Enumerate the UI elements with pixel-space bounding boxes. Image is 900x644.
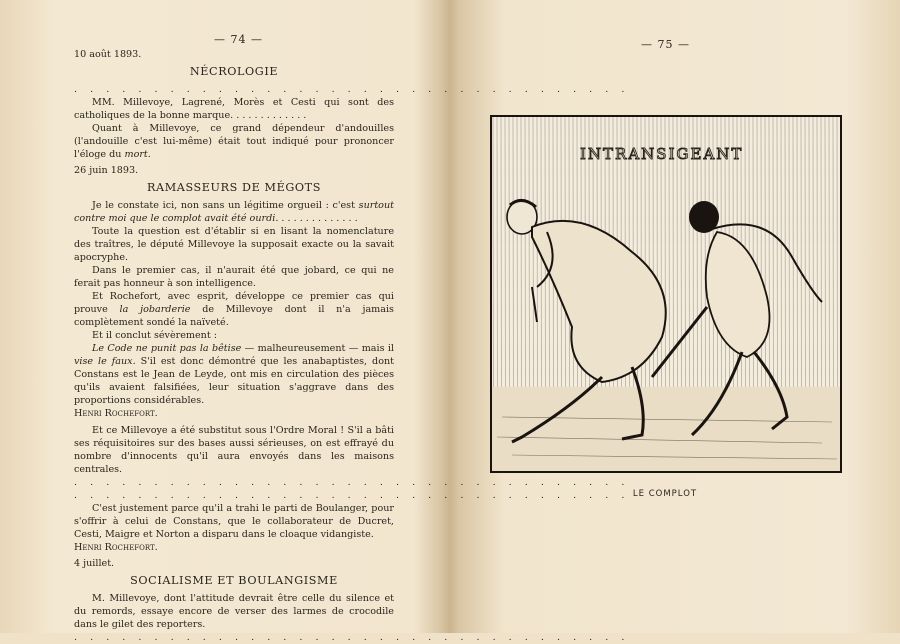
paragraph: Dans le premier cas, il n'aurait été que jobard, ce qui ne ferait pas honneur à son intelligence. <box>74 265 394 289</box>
text-run: S'il est donc démontré que les anabaptistes, dont Constans est le Jean de Leyde, ont mis en circulation des pièces qu'ils avaient falsifiées, leur situation s'aggrave dans des proportions considérables. <box>74 356 394 406</box>
text-run: Et Rochefort, avec esprit, développe ce premier cas qui prouve <box>74 291 394 315</box>
ellipsis-line: . . . . . . . . . . . . . . . . . . . . . . . . . . . . . . . . . . . <box>74 490 630 501</box>
ellipsis-line: . . . . . . . . . . . . . . . . . . . . . . . . . . . . . . . . . . . <box>74 84 630 95</box>
paragraph: Et ce Millevoye a été substitut sous l'Ordre Moral ! S'il a bâti ses réquisitoires sur des bases aussi sérieuses, on est effrayé du nombre d'innocents qu'il aura envoyés dans les maisons centrales. <box>74 425 394 475</box>
paragraph: Et il conclut sévèrement : <box>92 330 217 341</box>
heading-necrologie: NÉCROLOGIE <box>189 65 279 78</box>
text-run: . . . . . . . . . . . . . . <box>275 213 358 224</box>
paragraph: M. Millevoye, dont l'attitude devrait être celle du silence et du remords, essaye encore de verser des larmes de crocodile dans le gilet des reporters. <box>74 593 394 630</box>
signature: Henri Rochefort. <box>74 542 158 553</box>
text-run-italic: vise le faux. <box>74 356 136 367</box>
date-line: 26 juin 1893. <box>74 165 139 176</box>
sign-text: INTRANSIGEANT <box>580 145 744 163</box>
paragraph: C'est justement parce qu'il a trahi le parti de Boulanger, pour s'offrir à celui de Constans, que le collaborateur de Ducret, Cesti, Maigre et Norton a disparu dans le cloaque vidangiste. <box>74 503 394 540</box>
text-run: — malheureusement — mais il <box>241 343 394 354</box>
paragraph: MM. Millevoye, Lagrené, Morès et Cesti qui sont des catholiques de la bonne marque. . . . . . . . . . . . . <box>74 97 394 121</box>
illustration-frame <box>490 115 842 473</box>
text-run-italic: mort. <box>124 149 151 160</box>
date-line: 4 juillet. <box>74 558 115 569</box>
complot-illustration <box>492 117 840 471</box>
ellipsis-line: . . . . . . . . . . . . . . . . . . . . . . . . . . . . . . . . . . . <box>74 632 630 643</box>
paragraph <box>74 290 394 329</box>
text-run: Quant à Millevoye, ce grand dépendeur d'andouilles (l'andouille c'est lui-même) était tout indiqué pour prononcer l'éloge du <box>74 123 394 160</box>
heading-ramasseurs: RAMASSEURS DE MÉGOTS <box>147 181 321 194</box>
page-number-left: — 74 — <box>214 33 263 46</box>
text-run-italic: la jobarderie <box>119 304 191 315</box>
date-line: 10 août 1893. <box>74 49 142 60</box>
text-run: de Millevoye dont il n'a jamais complètement sondé la naïveté. <box>74 304 394 328</box>
ellipsis-line: . . . . . . . . . . . . . . . . . . . . . . . . . . . . . . . . . . . <box>74 477 630 488</box>
paragraph <box>74 199 394 225</box>
illustration-caption: LE COMPLOT <box>632 489 698 499</box>
left-text-column <box>74 48 630 644</box>
text-run-italic: Le Code ne punit pas la bêtise <box>92 343 242 354</box>
text-run: Je le constate ici, non sans un légitime orgueil : c'est <box>92 200 359 211</box>
paragraph: Toute la question est d'établir si en lisant la nomenclature des traîtres, le député Millevoye la supposait exacte ou la savait apocryphe. <box>74 226 394 263</box>
page-number-right: — 75 — <box>641 38 690 51</box>
paragraph <box>74 122 394 161</box>
signature: Henri Rochefort. <box>74 408 158 419</box>
heading-socialisme: SOCIALISME ET BOULANGISME <box>130 574 338 587</box>
paragraph <box>74 342 394 407</box>
right-page <box>450 0 900 633</box>
text-run-italic: surtout contre moi que le complot avait été ourdi <box>74 200 394 224</box>
